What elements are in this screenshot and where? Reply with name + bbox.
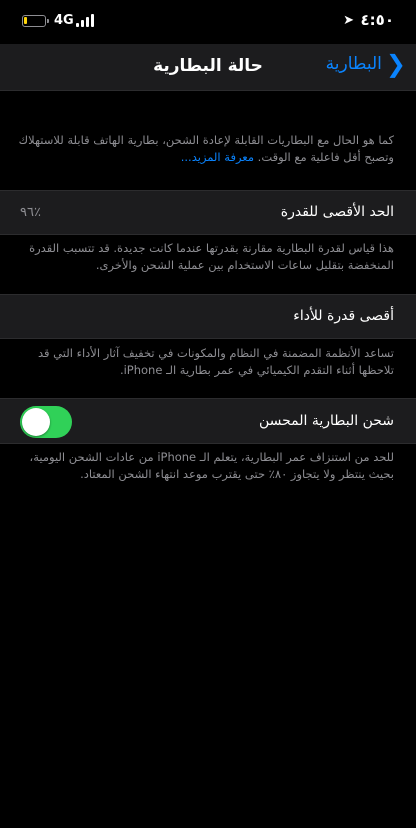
optimized-charging-toggle[interactable]	[20, 406, 72, 438]
intro-text	[18, 132, 394, 166]
optimized-charging-label: شحن البطارية المحسن	[258, 413, 394, 429]
max-capacity-value: ٪٩٦	[20, 205, 41, 220]
network-type: 4G	[54, 13, 74, 28]
back-button-label: البطارية	[325, 54, 382, 74]
peak-performance-label: أقصى قدرة للأداء	[293, 308, 394, 324]
optimized-charging-description: للحد من استنزاف عمر البطارية، يتعلم الـ iPhone من عادات الشحن اليومية، بحيث ينتظر ولا يتجاوز ٨٠٪ حتى يقترب موعد انتهاء الشحن المعتاد.	[29, 450, 394, 481]
page-title: حالة البطارية	[153, 56, 263, 76]
learn-more-link[interactable]: معرفة المزيد...	[180, 150, 255, 164]
optimized-charging-row	[0, 398, 416, 444]
max-capacity-label: الحد الأقصى للقدرة	[280, 204, 394, 220]
chevron-right-icon: ❯	[385, 50, 406, 78]
location-arrow-icon: ➤	[343, 13, 354, 28]
battery-icon	[22, 15, 46, 27]
peak-performance-row	[0, 294, 416, 339]
peak-performance-description: تساعد الأنظمة المضمنة في النظام والمكونات في تخفيف آثار الأداء التي قد تلاحظها أثناء التقدم الكيميائي في عمر بطارية الـ iPhone.	[37, 346, 394, 377]
signal-icon	[76, 14, 96, 27]
navigation-bar	[0, 44, 416, 91]
max-capacity-row	[0, 190, 416, 235]
intro-description: كما هو الحال مع البطاريات القابلة لإعادة الشحن، بطارية الهاتف قابلة للاستهلاك وتصبح أقل فاعلية مع الوقت.	[18, 133, 394, 164]
max-capacity-description: هذا قياس لقدرة البطارية مقارنة بقدرتها عندما كانت جديدة. قد تتسبب القدرة المنخفضة بتقليل ساعات الاستخدام بين عملية الشحن والأخرى.	[29, 241, 394, 272]
status-bar	[0, 0, 416, 44]
toggle-knob	[22, 408, 50, 436]
status-time: ٤:٥٠	[360, 11, 394, 29]
back-button[interactable]	[325, 50, 406, 78]
